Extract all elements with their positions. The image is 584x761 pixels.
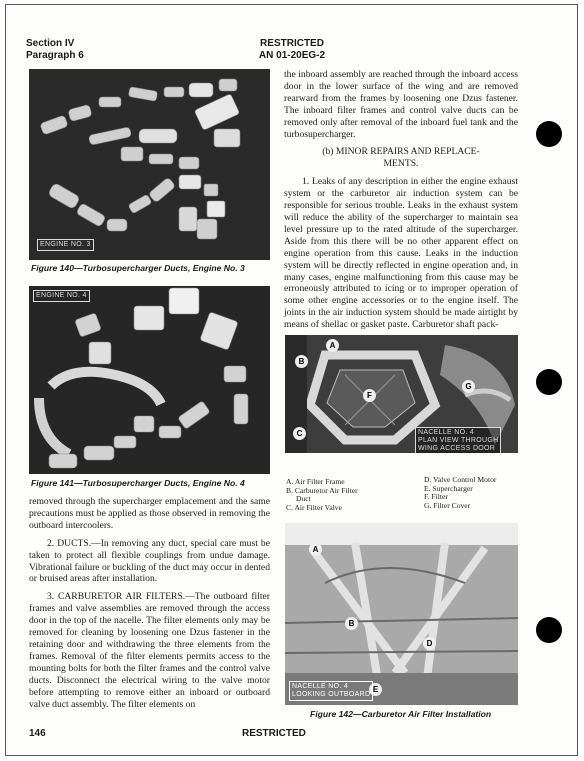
figure-140-caption: Figure 140—Turbosupercharger Ducts, Engine No. 3 bbox=[31, 263, 245, 273]
left-column-text bbox=[29, 496, 270, 710]
callout-f: F bbox=[363, 389, 376, 402]
binder-hole-middle bbox=[536, 369, 562, 395]
document-number: AN 01-20EG-2 bbox=[258, 50, 326, 61]
binder-hole-top bbox=[536, 121, 562, 147]
heading-line-1: (b) MINOR REPAIRS AND REPLACE- bbox=[322, 146, 480, 158]
right-paragraph-leaks: 1. Leaks of any description in either the engine exhaust system or the carburetor air induction system can be responsible for serious trouble. Leaks in the exhaust system will reduce the ability of the supercharger to maintain sea level pressure up to the rated altitude of the supercharger. Aside from this there will be no other apparent effect on engine operation from this cause. Leaks in the induction system will be directly reflected in engine operation and, in many cases, engine malfunctioning from this cause may be erroneously attributed to icing or to improper operation of some other engine accessories or to the engine itself. The joints in the air induction system should be made airtight by means of shellac or gasket paste. Carburetor shaft pack- bbox=[284, 176, 518, 331]
figure-142-bottom-plate: NACELLE NO. 4 LOOKING OUTBOARD bbox=[289, 681, 373, 701]
minor-repairs-heading bbox=[284, 146, 518, 170]
left-paragraph-ducts: 2. DUCTS.—In removing any duct, special care must be taken to protect all flexible couplings from undue damage. Vibrational failure or buckling of the duct may occur in dented or bruised areas after installation. bbox=[29, 537, 270, 585]
figure-141-plate: ENGINE NO. 4 bbox=[33, 290, 90, 302]
figure-142-legend-right: D. Valve Control Motor E. Supercharger F. Filter G. Filter Cover bbox=[424, 475, 497, 511]
figure-140-photo bbox=[29, 69, 270, 260]
figure-141-photo bbox=[29, 286, 270, 474]
classification-top: RESTRICTED bbox=[260, 38, 324, 49]
classification-footer: RESTRICTED bbox=[242, 728, 306, 739]
callout-d-bottom: D bbox=[423, 637, 436, 650]
figure-141-caption: Figure 141—Turbosupercharger Ducts, Engine No. 4 bbox=[31, 478, 245, 488]
figure-142-bottom-photo bbox=[285, 523, 518, 705]
figure-142-top-plate: NACELLE NO. 4 PLAN VIEW THROUGH WING ACCESS DOOR bbox=[415, 427, 501, 453]
callout-g: G bbox=[462, 380, 475, 393]
binder-hole-bottom bbox=[536, 617, 562, 643]
right-column-text bbox=[284, 69, 518, 331]
callout-a-bottom: A bbox=[309, 543, 322, 556]
section-header bbox=[26, 38, 84, 62]
callout-a: A bbox=[326, 339, 339, 352]
figure-140-plate: ENGINE NO. 3 bbox=[37, 239, 94, 251]
left-paragraph-filters: 3. CARBURETOR AIR FILTERS.—The outboard filter frames and valve assemblies are removed through the access door in the top of the nacelle. The filter elements only may be removed for cleaning by loosening one Dzus fastener in the retaining door and withdrawing the three elements from the frames. Removal of the filter elements permits access to the mounting bolts for both the filter frames and the control valve ducts. Disconnect the electrical wiring to the valve motor before attempting to remove either an inboard or outboard valve duct assembly. The filter elements on bbox=[29, 591, 270, 710]
right-paragraph-1: the inboard assembly are reached through the inboard access door in the lower surface of the wing and are removed rearward from the frames by loosening one Dzus fastener. The inboard filter frames and control valve ducts can be removed only after removal of the inboard fuel tank and the turbosupercharger. bbox=[284, 69, 518, 140]
classification-header bbox=[232, 38, 352, 62]
figure-142-legend-left: A. Air Filter Frame B. Carburetor Air Filter Duct C. Air Filter Valve bbox=[286, 477, 358, 513]
callout-c: C bbox=[293, 427, 306, 440]
paragraph-label: Paragraph 6 bbox=[26, 50, 84, 61]
figure-142-caption: Figure 142—Carburetor Air Filter Installation bbox=[310, 709, 492, 719]
page-number: 146 bbox=[29, 728, 46, 739]
callout-b: B bbox=[295, 355, 308, 368]
callout-b-bottom: B bbox=[345, 617, 358, 630]
callout-e-bottom: E bbox=[369, 683, 382, 696]
figure-142-top-photo bbox=[285, 335, 518, 453]
left-paragraph-1: removed through the supercharger emplacement and the same precautions must be applied as those observed in removing the outboard intercoolers. bbox=[29, 496, 270, 531]
heading-line-2: MENTS. bbox=[383, 158, 419, 170]
section-label: Section IV bbox=[26, 38, 75, 49]
